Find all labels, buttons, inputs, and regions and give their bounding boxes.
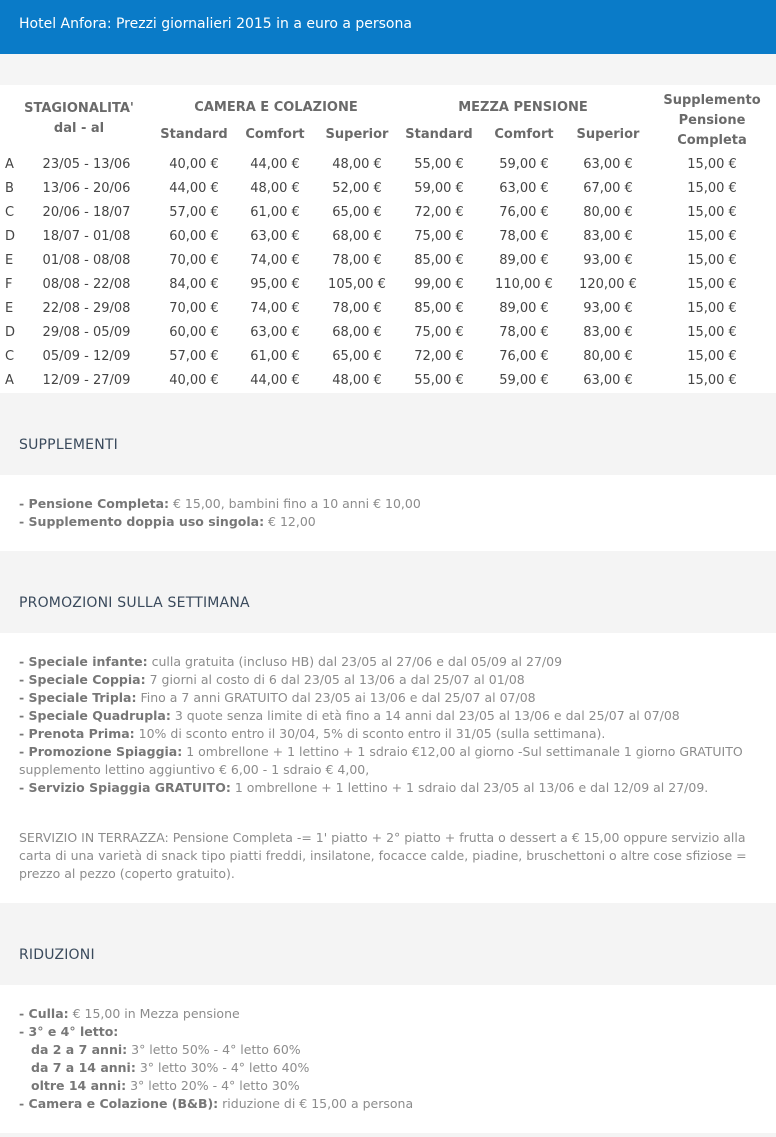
price-cell: 93,00 € bbox=[583, 300, 633, 316]
price-cell: 59,00 € bbox=[414, 180, 464, 196]
list-item bbox=[19, 671, 757, 689]
season-code: A bbox=[5, 372, 14, 388]
price-cell: 68,00 € bbox=[332, 228, 382, 244]
list-item bbox=[19, 707, 757, 725]
list-item bbox=[19, 1059, 757, 1077]
table-row bbox=[0, 320, 776, 344]
price-cell: 15,00 € bbox=[687, 204, 737, 220]
sub-header-5: Comfort bbox=[494, 127, 554, 143]
price-cell: 61,00 € bbox=[250, 348, 300, 364]
price-cell: 44,00 € bbox=[169, 180, 219, 196]
group-header-hb: MEZZA PENSIONE bbox=[458, 100, 588, 116]
price-cell: 89,00 € bbox=[499, 300, 549, 316]
table-row bbox=[0, 368, 776, 392]
price-cell: 65,00 € bbox=[332, 348, 382, 364]
item-label-text: Speciale Coppia: bbox=[28, 672, 146, 687]
item-text: 7 giorni al costo di 6 dal 23/05 al 13/06 a dal 25/07 al 01/08 bbox=[145, 672, 525, 687]
spacer bbox=[0, 903, 776, 925]
price-cell: 52,00 € bbox=[332, 180, 382, 196]
price-cell: 95,00 € bbox=[250, 276, 300, 292]
season-dates: 12/09 - 27/09 bbox=[42, 372, 131, 388]
list-item bbox=[19, 653, 757, 671]
item-text: 1 ombrellone + 1 lettino + 1 sdraio €12,00 al giorno -Sul settimanale 1 giorno GRATUITO bbox=[182, 744, 743, 759]
price-cell: 48,00 € bbox=[332, 372, 382, 388]
item-label-text: da 7 a 14 anni: bbox=[31, 1060, 136, 1075]
spacer bbox=[0, 551, 776, 573]
price-cell: 55,00 € bbox=[414, 156, 464, 172]
price-cell: 84,00 € bbox=[169, 276, 219, 292]
promozioni-heading: PROMOZIONI SULLA SETTIMANA bbox=[0, 573, 776, 633]
price-cell: 76,00 € bbox=[499, 348, 549, 364]
price-cell: 40,00 € bbox=[169, 372, 219, 388]
item-label bbox=[19, 726, 135, 741]
list-item bbox=[19, 761, 757, 779]
season-dates: 29/08 - 05/09 bbox=[42, 324, 131, 340]
price-cell: 105,00 € bbox=[328, 276, 386, 292]
item-label-text: Speciale Tripla: bbox=[28, 690, 137, 705]
price-cell: 44,00 € bbox=[250, 156, 300, 172]
item-text: Fino a 7 anni GRATUITO dal 23/05 ai 13/06 e dal 25/07 al 07/08 bbox=[136, 690, 536, 705]
table-row bbox=[0, 224, 776, 248]
item-label bbox=[19, 1006, 69, 1021]
item-label bbox=[31, 1060, 136, 1075]
price-cell: 15,00 € bbox=[687, 156, 737, 172]
price-cell: 15,00 € bbox=[687, 252, 737, 268]
price-cell: 74,00 € bbox=[250, 300, 300, 316]
item-label-text: Camera e Colazione (B&B): bbox=[28, 1096, 219, 1111]
price-cell: 76,00 € bbox=[499, 204, 549, 220]
price-cell: 59,00 € bbox=[499, 372, 549, 388]
price-cell: 110,00 € bbox=[495, 276, 553, 292]
price-cell: 85,00 € bbox=[414, 300, 464, 316]
item-prefix: - bbox=[19, 1006, 29, 1021]
season-dates: 18/07 - 01/08 bbox=[42, 228, 131, 244]
table-row bbox=[0, 200, 776, 224]
header-bar bbox=[0, 0, 776, 54]
item-label bbox=[19, 654, 148, 669]
price-cell: 63,00 € bbox=[583, 156, 633, 172]
item-prefix: - bbox=[19, 1096, 29, 1111]
price-cell: 44,00 € bbox=[250, 372, 300, 388]
item-label bbox=[19, 1024, 118, 1039]
season-dates: 20/06 - 18/07 bbox=[42, 204, 131, 220]
item-prefix: - bbox=[19, 726, 29, 741]
supplement-header bbox=[648, 85, 776, 152]
item-text: 1 ombrellone + 1 lettino + 1 sdraio dal 23/05 al 13/06 e dal 12/09 al 27/09. bbox=[230, 780, 709, 795]
price-cell: 15,00 € bbox=[687, 324, 737, 340]
item-prefix: - bbox=[19, 654, 29, 669]
season-code: F bbox=[5, 276, 13, 292]
season-dates: 05/09 - 12/09 bbox=[42, 348, 131, 364]
supplementi-body bbox=[0, 475, 776, 551]
price-cell: 72,00 € bbox=[414, 204, 464, 220]
list-item bbox=[19, 513, 757, 531]
price-cell: 15,00 € bbox=[687, 300, 737, 316]
price-cell: 15,00 € bbox=[687, 348, 737, 364]
item-text: € 12,00 bbox=[264, 514, 316, 529]
season-dates: 13/06 - 20/06 bbox=[42, 180, 131, 196]
price-cell: 15,00 € bbox=[687, 180, 737, 196]
price-cell: 70,00 € bbox=[169, 252, 219, 268]
item-prefix: - bbox=[19, 672, 29, 687]
list-item bbox=[19, 495, 757, 513]
table-row bbox=[0, 152, 776, 176]
season-code: D bbox=[5, 228, 16, 244]
price-table-body bbox=[0, 152, 776, 392]
list-item bbox=[19, 1041, 757, 1059]
price-cell: 78,00 € bbox=[499, 228, 549, 244]
item-text: riduzione di € 15,00 a persona bbox=[218, 1096, 414, 1111]
item-text: culla gratuita (incluso HB) dal 23/05 al 27/06 e dal 05/09 al 27/09 bbox=[147, 654, 563, 669]
item-label bbox=[31, 1078, 126, 1093]
price-cell: 60,00 € bbox=[169, 228, 219, 244]
season-dates: 23/05 - 13/06 bbox=[42, 156, 131, 172]
price-cell: 83,00 € bbox=[583, 324, 633, 340]
terrazza-line: SERVIZIO IN TERRAZZA: Pensione Completa -= 1' piatto + 2° piatto + frutta o dessert a € 15,00 oppure servizio alla bbox=[19, 830, 746, 845]
item-text: 3 quote senza limite di età fino a 14 anni dal 23/05 al 13/06 e dal 25/07 al 07/08 bbox=[170, 708, 680, 723]
price-cell: 48,00 € bbox=[332, 156, 382, 172]
sub-header-6: Superior bbox=[576, 127, 640, 143]
promozioni-list bbox=[19, 653, 757, 797]
promozioni-body bbox=[0, 633, 776, 903]
price-cell: 67,00 € bbox=[583, 180, 633, 196]
price-cell: 40,00 € bbox=[169, 156, 219, 172]
price-cell: 83,00 € bbox=[583, 228, 633, 244]
item-label-text: Promozione Spiaggia: bbox=[28, 744, 183, 759]
price-cell: 57,00 € bbox=[169, 204, 219, 220]
price-cell: 80,00 € bbox=[583, 204, 633, 220]
price-cell: 59,00 € bbox=[499, 156, 549, 172]
price-cell: 15,00 € bbox=[687, 372, 737, 388]
item-text: supplemento lettino aggiuntivo € 6,00 - 1 sdraio € 4,00, bbox=[19, 762, 370, 777]
price-cell: 75,00 € bbox=[414, 228, 464, 244]
item-prefix: - bbox=[19, 690, 29, 705]
item-label bbox=[19, 744, 182, 759]
price-cell: 72,00 € bbox=[414, 348, 464, 364]
price-cell: 15,00 € bbox=[687, 228, 737, 244]
season-header bbox=[0, 85, 154, 152]
item-label bbox=[19, 1096, 218, 1111]
item-text: € 15,00, bambini fino a 10 anni € 10,00 bbox=[169, 496, 421, 511]
season-code: C bbox=[5, 204, 15, 220]
group-header-bb: CAMERA E COLAZIONE bbox=[194, 100, 358, 116]
terrazza-text bbox=[19, 829, 757, 883]
sub-header-1: Standard bbox=[160, 127, 228, 143]
item-label bbox=[19, 780, 231, 795]
price-cell: 63,00 € bbox=[250, 228, 300, 244]
price-cell: 99,00 € bbox=[414, 276, 464, 292]
item-text: 3° letto 50% - 4° letto 60% bbox=[127, 1042, 301, 1057]
item-prefix: - bbox=[19, 1024, 29, 1039]
price-cell: 55,00 € bbox=[414, 372, 464, 388]
list-item bbox=[19, 779, 757, 797]
price-cell: 63,00 € bbox=[250, 324, 300, 340]
price-cell: 61,00 € bbox=[250, 204, 300, 220]
item-label-text: Culla: bbox=[28, 1006, 69, 1021]
item-label bbox=[19, 672, 146, 687]
price-cell: 75,00 € bbox=[414, 324, 464, 340]
supplement-header-text: Supplemento Pensione Completa bbox=[663, 93, 761, 148]
sub-header-3: Superior bbox=[325, 127, 389, 143]
price-cell: 78,00 € bbox=[332, 300, 382, 316]
price-table-panel bbox=[0, 85, 776, 393]
list-item bbox=[19, 689, 757, 707]
item-label bbox=[19, 708, 171, 723]
item-label: - Pensione Completa: bbox=[19, 496, 170, 511]
season-code: A bbox=[5, 156, 14, 172]
price-cell: 85,00 € bbox=[414, 252, 464, 268]
price-cell: 63,00 € bbox=[499, 180, 549, 196]
list-item bbox=[19, 1005, 757, 1023]
list-item bbox=[19, 1077, 757, 1095]
item-prefix: - bbox=[19, 708, 29, 723]
price-cell: 70,00 € bbox=[169, 300, 219, 316]
season-code: D bbox=[5, 324, 16, 340]
season-dates: 08/08 - 22/08 bbox=[42, 276, 131, 292]
riduzioni-body bbox=[0, 985, 776, 1133]
item-label bbox=[31, 1042, 127, 1057]
season-code: E bbox=[5, 252, 14, 268]
price-cell: 78,00 € bbox=[332, 252, 382, 268]
season-code: E bbox=[5, 300, 14, 316]
price-cell: 80,00 € bbox=[583, 348, 633, 364]
page-title: Hotel Anfora: Prezzi giornalieri 2015 in a euro a persona bbox=[19, 16, 412, 32]
item-text: 3° letto 30% - 4° letto 40% bbox=[135, 1060, 310, 1075]
table-row bbox=[0, 248, 776, 272]
terrazza-line: prezzo al pezzo (coperto gratuito). bbox=[19, 866, 235, 881]
item-label bbox=[19, 690, 137, 705]
spacer bbox=[0, 393, 776, 415]
sub-header-4: Standard bbox=[405, 127, 473, 143]
table-row bbox=[0, 272, 776, 296]
item-label-text: Prenota Prima: bbox=[28, 726, 135, 741]
table-row bbox=[0, 296, 776, 320]
table-row bbox=[0, 344, 776, 368]
item-text: 3° letto 20% - 4° letto 30% bbox=[126, 1078, 300, 1093]
price-cell: 48,00 € bbox=[250, 180, 300, 196]
item-label-text: Speciale infante: bbox=[28, 654, 148, 669]
season-dates: 22/08 - 29/08 bbox=[42, 300, 131, 316]
price-cell: 65,00 € bbox=[332, 204, 382, 220]
item-label-text: da 2 a 7 anni: bbox=[31, 1042, 128, 1057]
terrazza-line: carta di una varietà di snack tipo piatti freddi, insilatone, focacce calde, piadine, bruschettoni o altre cose sfiziose = bbox=[19, 848, 747, 863]
price-cell: 120,00 € bbox=[579, 276, 637, 292]
list-item bbox=[19, 743, 757, 761]
item-text: € 15,00 in Mezza pensione bbox=[68, 1006, 240, 1021]
spacer bbox=[0, 54, 776, 85]
price-cell: 89,00 € bbox=[499, 252, 549, 268]
season-code: B bbox=[5, 180, 14, 196]
table-row bbox=[0, 176, 776, 200]
season-header-text: STAGIONALITA' dal - al bbox=[24, 100, 134, 136]
item-text: 10% di sconto entro il 30/04, 5% di sconto entro il 31/05 (sulla settimana). bbox=[134, 726, 606, 741]
item-label-text: Servizio Spiaggia GRATUITO: bbox=[28, 780, 231, 795]
season-dates: 01/08 - 08/08 bbox=[42, 252, 131, 268]
item-label-text: oltre 14 anni: bbox=[31, 1078, 127, 1093]
item-label-text: Speciale Quadrupla: bbox=[28, 708, 171, 723]
price-cell: 57,00 € bbox=[169, 348, 219, 364]
list-item bbox=[19, 1095, 757, 1113]
item-label-text: 3° e 4° letto: bbox=[28, 1024, 119, 1039]
price-cell: 93,00 € bbox=[583, 252, 633, 268]
price-cell: 60,00 € bbox=[169, 324, 219, 340]
item-prefix: - bbox=[19, 780, 29, 795]
list-item bbox=[19, 1023, 757, 1041]
season-code: C bbox=[5, 348, 15, 364]
price-table bbox=[0, 85, 776, 392]
riduzioni-heading: RIDUZIONI bbox=[0, 925, 776, 985]
item-prefix: - bbox=[19, 744, 29, 759]
price-cell: 15,00 € bbox=[687, 276, 737, 292]
supplementi-heading: SUPPLEMENTI bbox=[0, 415, 776, 475]
list-item bbox=[19, 725, 757, 743]
price-cell: 68,00 € bbox=[332, 324, 382, 340]
price-cell: 74,00 € bbox=[250, 252, 300, 268]
sub-header-2: Comfort bbox=[245, 127, 305, 143]
item-label: - Supplemento doppia uso singola: bbox=[19, 514, 265, 529]
price-cell: 63,00 € bbox=[583, 372, 633, 388]
price-cell: 78,00 € bbox=[499, 324, 549, 340]
